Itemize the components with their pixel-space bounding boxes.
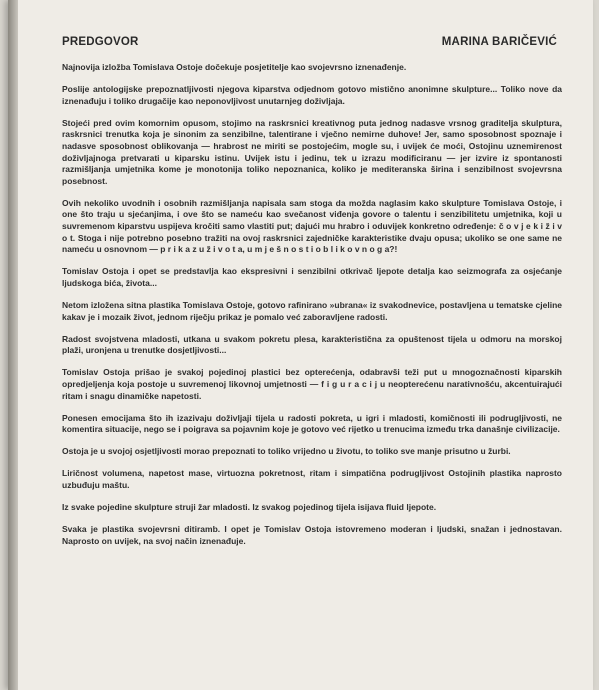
paragraph: Netom izložena sitna plastika Tomislava Ostoje, gotovo rafinirano »ubrana« iz svakodnevice, postavljena u tematske cjeline kakav je i mozaik život, jednom riječju prikaz je pomalo već zaboravljene radosti.: [62, 300, 562, 322]
paragraph: Tomislav Ostoja i opet se predstavlja kao ekspresivni i senzibilni otkrivač ljepote detalja kao seizmografa za osjećanje ljudskoga bića, života...: [62, 266, 562, 288]
section-title: PREDGOVOR: [62, 36, 139, 48]
paragraph: Ovih nekoliko uvodnih i osobnih razmišljanja napisala sam stoga da možda naglasim kako skulpture Tomislava Ostoje, i one što traju u sjećanjima, i ove što se nameću kao svečanost viđenja govore o talentu i senzibilitetu umjetnika, koji u suvremenom kiparstvu uspijeva kročiti samo vlastiti put; dajući mu hrabro i oduvijek konkretno određenje: č o v j e k i ž i v o t. Stoga i nije potrebno posebno tražiti na ovoj raskrsnici zajedničke karakteristike dvaju opusa; ukoliko se one same ne nameću u osnovnom — p r i k a z u ž i v o t a, u m j e š n o s t i o b l i k o v n o g a?!: [62, 197, 562, 255]
paragraph: Ponesen emocijama što ih izazivaju doživljaji tijela u radosti pokreta, u igri i mladosti, komičnosti ili podrugljivosti, ne komentira situacije, nego se i poigrava sa pojavnim koje je gotovo već rijetko u trenucima između trka današnje civilizacije.: [62, 412, 562, 435]
paragraph: Iz svake pojedine skulpture struji žar mladosti. Iz svakog pojedinog tijela isijava fluid ljepote.: [62, 502, 437, 513]
book-page: [8, 0, 593, 690]
paragraph: Tomislav Ostoja prišao je svakoj pojedinoj plastici bez opterećenja, odabravši teži put u mnogoznačnosti kiparskih opredjeljenja koja postoje u suvremenoj likovnoj umjetnosti — f i g u r a c i j u neopterećenu narativnošću, akcentuirajući ritam i snagu dinamičke napetosti.: [62, 367, 562, 401]
book-spine-shadow: [8, 0, 18, 690]
page-header: [62, 36, 557, 48]
paragraph: Liričnost volumena, napetost mase, virtuozna pokretnost, ritam i simpatična podrugljivost Ostojinih plastika naprosto uzbuđuju maštu.: [62, 468, 562, 491]
paragraph: Najnovija izložba Tomislava Ostoje dočekuje posjetitelje kao svojevrsno iznenađenje.: [62, 62, 407, 72]
author-name: MARINA BARIČEVIĆ: [441, 36, 557, 48]
paragraph: Svaka je plastika svojevrsni ditiramb. I opet je Tomislav Ostoja istovremeno moderan i ljudski, snažan i jednostavan. Naprosto on uvijek, na svoj način iznenađuje.: [62, 524, 562, 546]
paragraph: Radost svojstvena mladosti, utkana u svakom pokretu plesa, karakteristična za opuštenost tijela u odmoru na morskoj plaži, uronjena u trenutke dosjetljivosti...: [62, 333, 562, 356]
paragraph: Stojeći pred ovim komornim opusom, stojimo na raskrsnici kreativnog puta jednog nadasve vrsnog graditelja skulptura, raskrsnici trenutka koja je sinonim za senzibilne, talentirane i vječno nemirne duhove! Jer, samo sposobnost spoznaje i nadasve sposobnost oblikovanja — hrabrost ne miriti se postojećim, mogle su, i uvijek će moći, Ostojinu uznemirenost doživljajnoga pretvarati u kiparsku istinu. Uvijek istu i jedinu, tek u izrazu modificiranu — jer izvire iz spontanosti razmišljanja umjetnika kome je monotonija toliko nepoznanica, koliko je mediteranska širina i senzibilnost svojevrsna posebnost.: [62, 117, 562, 186]
body-text: [62, 62, 562, 558]
paragraph: Poslije antologijske prepoznatljivosti njegova kiparstva odjednom gotovo mističnо anonimne skulpture... Toliko nove da iznenađuju i toliko drugačije kao neponovljivost unutarnjeg doživljaja.: [62, 84, 562, 106]
paragraph: Ostoja je u svojoj osjetljivosti morao prepoznati to toliko vrijedno u životu, to toliko sve manje prisutno u žurbi.: [62, 446, 511, 457]
